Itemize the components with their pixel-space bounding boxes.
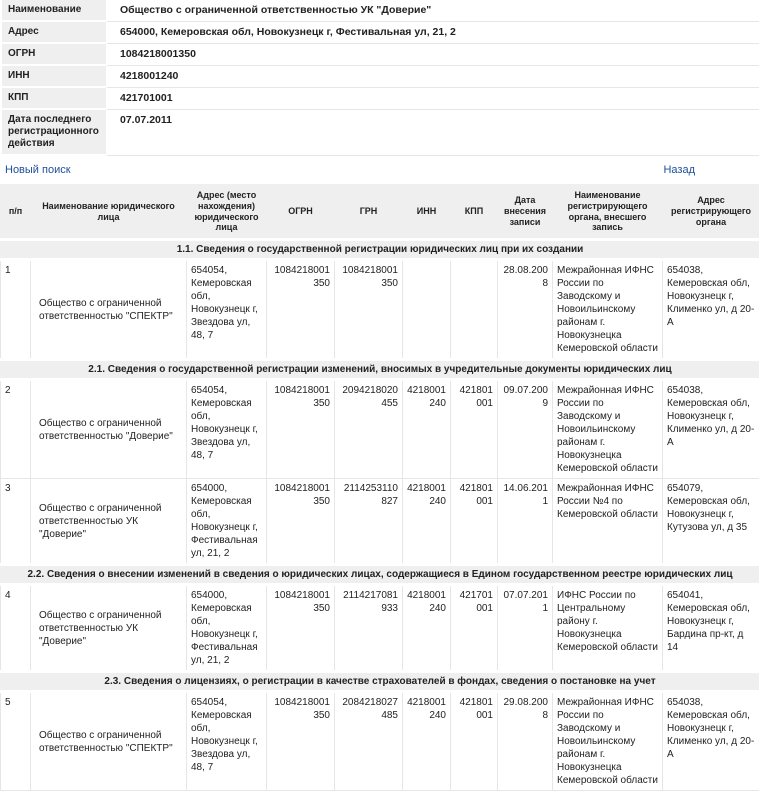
cell-kpp: 421701001 xyxy=(451,585,498,672)
info-row xyxy=(2,44,759,66)
cell-name: Общество с ограниченной ответственностью УК "Доверие" xyxy=(31,479,187,565)
info-field-value: 421701001 xyxy=(106,88,759,110)
registry-row xyxy=(1,260,759,360)
cell-inn: 4218001240 xyxy=(403,692,451,791)
cell-num: 4 xyxy=(1,585,31,672)
cell-date: 09.07.2009 xyxy=(498,380,553,479)
cell-date: 29.08.2008 xyxy=(498,692,553,791)
info-field-label: ИНН xyxy=(2,66,106,88)
cell-authority: Межрайонная ИФНС России №4 по Кемеровской области xyxy=(553,479,663,565)
cell-grn: 2084218027485 xyxy=(335,692,403,791)
cell-num: 3 xyxy=(1,479,31,565)
section-row xyxy=(1,672,759,692)
info-field-label: КПП xyxy=(2,88,106,110)
cell-authority: Межрайонная ИФНС России по Заводскому и Новоильинскому районам г. Новокузнецка Кемеровской области xyxy=(553,692,663,791)
cell-name: Общество с ограниченной ответственностью "СПЕКТР" xyxy=(31,260,187,360)
column-header: ГРН xyxy=(335,185,403,240)
column-header: ИНН xyxy=(403,185,451,240)
column-header: Наименование регистрирующего органа, внесшего запись xyxy=(553,185,663,240)
info-row xyxy=(2,0,759,22)
company-info-body xyxy=(2,0,759,156)
info-field-value: 4218001240 xyxy=(106,66,759,88)
cell-authority: Межрайонная ИФНС России по Заводскому и Новоильинскому районам г. Новокузнецка Кемеровской области xyxy=(553,260,663,360)
info-field-value: 1084218001350 xyxy=(106,44,759,66)
info-field-label: Адрес xyxy=(2,22,106,44)
cell-grn: 2114253110827 xyxy=(335,479,403,565)
cell-authority: Межрайонная ИФНС России по Заводскому и Новоильинскому районам г. Новокузнецка Кемеровской области xyxy=(553,380,663,479)
cell-inn: 4218001240 xyxy=(403,479,451,565)
back-link[interactable]: Назад xyxy=(663,164,695,176)
info-row xyxy=(2,88,759,110)
cell-grn: 1084218001350 xyxy=(335,260,403,360)
cell-name: Общество с ограниченной ответственностью УК "Доверие" xyxy=(31,585,187,672)
cell-ogrn: 1084218001350 xyxy=(267,380,335,479)
section-title: 1.1. Сведения о государственной регистрации юридических лиц при их создании xyxy=(1,240,759,260)
new-search-link[interactable]: Новый поиск xyxy=(5,164,71,176)
cell-date: 07.07.2011 xyxy=(498,585,553,672)
cell-authority: ИФНС России по Центральному району г. Новокузнецка Кемеровской области xyxy=(553,585,663,672)
info-field-label: ОГРН xyxy=(2,44,106,66)
registry-row xyxy=(1,479,759,565)
section-title: 2.1. Сведения о государственной регистрации изменений, вносимых в учредительные документы юридических лиц xyxy=(1,360,759,380)
info-field-label: Наименование xyxy=(2,0,106,22)
cell-inn: 4218001240 xyxy=(403,380,451,479)
column-header: КПП xyxy=(451,185,498,240)
cell-name: Общество с ограниченной ответственностью "Доверие" xyxy=(31,380,187,479)
column-header: Адрес (место нахождения) юридического лица xyxy=(187,185,267,240)
cell-inn xyxy=(403,260,451,360)
cell-authority_address: 654041, Кемеровская обл, Новокузнецк г, Бардина пр-кт, д 14 xyxy=(663,585,759,672)
cell-address: 654000, Кемеровская обл, Новокузнецк г, Фестивальная ул, 21, 2 xyxy=(187,585,267,672)
registry-header-row xyxy=(1,185,759,240)
column-header: Дата внесения записи xyxy=(498,185,553,240)
cell-ogrn: 1084218001350 xyxy=(267,585,335,672)
section-row xyxy=(1,565,759,585)
cell-authority_address: 654038, Кемеровская обл, Новокузнецк г, Клименко ул, д 20-А xyxy=(663,260,759,360)
info-field-value: 654000, Кемеровская обл, Новокузнецк г, Фестивальная ул, 21, 2 xyxy=(106,22,759,44)
info-field-value: Общество с ограниченной ответственностью УК "Доверие" xyxy=(106,0,759,22)
cell-grn: 2094218020455 xyxy=(335,380,403,479)
cell-authority_address: 654038, Кемеровская обл, Новокузнецк г, Клименко ул, д 20-А xyxy=(663,380,759,479)
section-title: 2.2. Сведения о внесении изменений в сведения о юридических лицах, содержащиеся в Едином государственном реестре юридических лиц xyxy=(1,565,759,585)
column-header: Наименование юридического лица xyxy=(31,185,187,240)
cell-authority_address: 654079, Кемеровская обл, Новокузнецк г, Кутузова ул, д 35 xyxy=(663,479,759,565)
cell-kpp: 421801001 xyxy=(451,380,498,479)
section-row xyxy=(1,240,759,260)
cell-address: 654054, Кемеровская обл, Новокузнецк г, Звездова ул, 48, 7 xyxy=(187,692,267,791)
cell-kpp xyxy=(451,260,498,360)
info-field-value: 07.07.2011 xyxy=(106,110,759,156)
registration-records-table xyxy=(0,184,759,791)
section-title: 2.3. Сведения о лицензиях, о регистрации в качестве страхователей в фондах, сведения о постановке на учет xyxy=(1,672,759,692)
company-info-table xyxy=(2,0,759,156)
cell-kpp: 421801001 xyxy=(451,479,498,565)
info-field-label: Дата последнего регистрационного действия xyxy=(2,110,106,156)
cell-address: 654054, Кемеровская обл, Новокузнецк г, Звездова ул, 48, 7 xyxy=(187,260,267,360)
cell-date: 14.06.2011 xyxy=(498,479,553,565)
section-row xyxy=(1,360,759,380)
registry-body xyxy=(1,240,759,791)
cell-ogrn: 1084218001350 xyxy=(267,260,335,360)
info-row xyxy=(2,66,759,88)
registry-row xyxy=(1,380,759,479)
cell-num: 1 xyxy=(1,260,31,360)
cell-ogrn: 1084218001350 xyxy=(267,692,335,791)
cell-inn: 4218001240 xyxy=(403,585,451,672)
registry-row xyxy=(1,585,759,672)
info-row xyxy=(2,110,759,156)
column-header: Адрес регистрирующего органа xyxy=(663,185,759,240)
cell-num: 5 xyxy=(1,692,31,791)
cell-ogrn: 1084218001350 xyxy=(267,479,335,565)
cell-kpp: 421801001 xyxy=(451,692,498,791)
column-header: п/п xyxy=(1,185,31,240)
column-header: ОГРН xyxy=(267,185,335,240)
cell-address: 654000, Кемеровская обл, Новокузнецк г, Фестивальная ул, 21, 2 xyxy=(187,479,267,565)
nav-links-row xyxy=(0,156,759,184)
registry-row xyxy=(1,692,759,791)
cell-authority_address: 654038, Кемеровская обл, Новокузнецк г, Клименко ул, д 20-А xyxy=(663,692,759,791)
cell-grn: 2114217081933 xyxy=(335,585,403,672)
cell-date: 28.08.2008 xyxy=(498,260,553,360)
cell-address: 654054, Кемеровская обл, Новокузнецк г, Звездова ул, 48, 7 xyxy=(187,380,267,479)
info-row xyxy=(2,22,759,44)
cell-num: 2 xyxy=(1,380,31,479)
cell-name: Общество с ограниченной ответственностью "СПЕКТР" xyxy=(31,692,187,791)
